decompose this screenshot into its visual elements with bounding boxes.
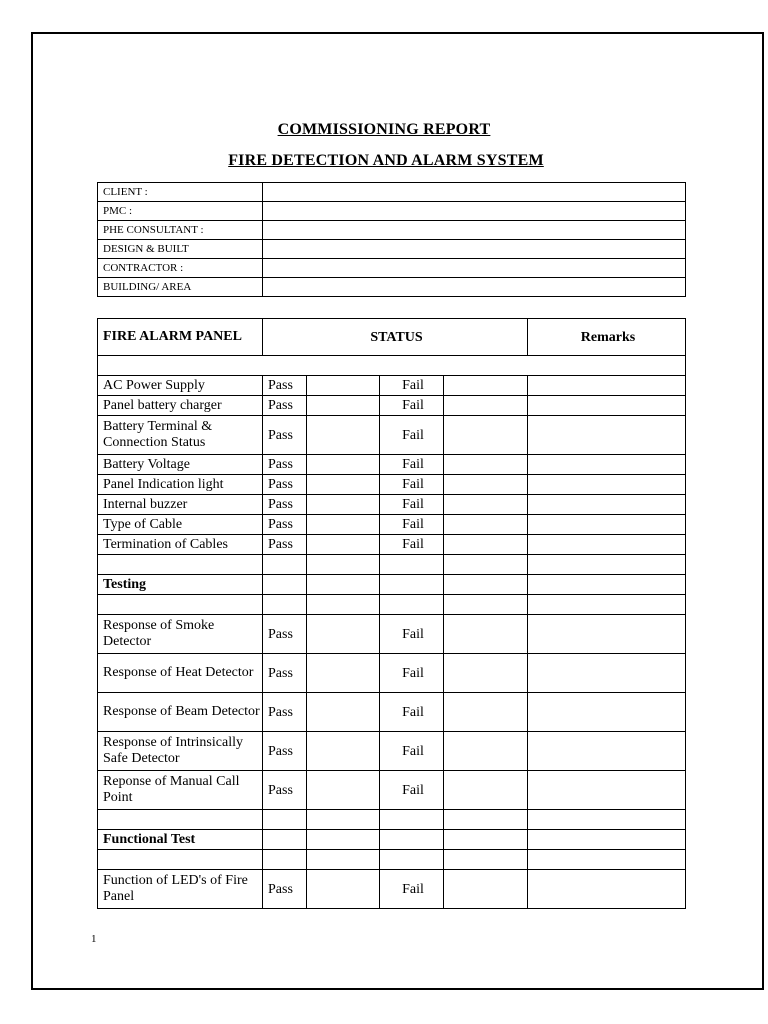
fail-label: Fail: [380, 495, 444, 515]
item-label: Internal buzzer: [98, 495, 263, 515]
pass-checkbox-cell[interactable]: [307, 475, 380, 495]
empty-row: [98, 810, 686, 830]
remarks-cell[interactable]: [528, 732, 686, 771]
item-label: Termination of Cables: [98, 535, 263, 555]
info-row-building-area: [98, 278, 686, 297]
pass-label: Pass: [263, 455, 307, 475]
pass-checkbox-cell[interactable]: [307, 396, 380, 416]
fail-checkbox-cell[interactable]: [444, 732, 528, 771]
fail-label: Fail: [380, 455, 444, 475]
pass-label: Pass: [263, 535, 307, 555]
fail-label: Fail: [380, 376, 444, 396]
info-label: PMC :: [98, 202, 263, 221]
pass-label: Pass: [263, 771, 307, 810]
info-value-cell[interactable]: [263, 183, 686, 202]
empty-row: [98, 555, 686, 575]
fail-checkbox-cell[interactable]: [444, 693, 528, 732]
info-row-pmc: [98, 202, 686, 221]
pass-label: Pass: [263, 495, 307, 515]
header-status: STATUS: [263, 319, 528, 356]
info-label: BUILDING/ AREA: [98, 278, 263, 297]
pass-checkbox-cell[interactable]: [307, 515, 380, 535]
fail-label: Fail: [380, 535, 444, 555]
remarks-cell[interactable]: [528, 771, 686, 810]
header-remarks: Remarks: [528, 319, 686, 356]
checklist-row: [98, 396, 686, 416]
section-row-functional-test: [98, 830, 686, 850]
item-label: Response of Beam Detector: [98, 693, 263, 732]
pass-label: Pass: [263, 475, 307, 495]
remarks-cell[interactable]: [528, 376, 686, 396]
page-number: 1: [91, 933, 97, 945]
fail-checkbox-cell[interactable]: [444, 475, 528, 495]
checklist-row: [98, 535, 686, 555]
info-value-cell[interactable]: [263, 202, 686, 221]
info-label: CLIENT :: [98, 183, 263, 202]
remarks-cell[interactable]: [528, 654, 686, 693]
checklist-row: [98, 475, 686, 495]
remarks-cell[interactable]: [528, 615, 686, 654]
pass-label: Pass: [263, 654, 307, 693]
checklist-row: [98, 515, 686, 535]
fail-checkbox-cell[interactable]: [444, 535, 528, 555]
pass-label: Pass: [263, 396, 307, 416]
checklist-row: [98, 654, 686, 693]
pass-checkbox-cell[interactable]: [307, 870, 380, 909]
item-label: Battery Voltage: [98, 455, 263, 475]
info-row-client: [98, 183, 686, 202]
pass-checkbox-cell[interactable]: [307, 693, 380, 732]
pass-label: Pass: [263, 732, 307, 771]
report-subtitle: FIRE DETECTION AND ALARM SYSTEM: [228, 152, 544, 169]
info-label: PHE CONSULTANT :: [98, 221, 263, 240]
fail-label: Fail: [380, 693, 444, 732]
item-label: Panel battery charger: [98, 396, 263, 416]
remarks-cell[interactable]: [528, 693, 686, 732]
checklist-row: [98, 771, 686, 810]
remarks-cell[interactable]: [528, 495, 686, 515]
fail-label: Fail: [380, 732, 444, 771]
fail-checkbox-cell[interactable]: [444, 771, 528, 810]
section-row-testing: [98, 575, 686, 595]
fail-checkbox-cell[interactable]: [444, 515, 528, 535]
pass-checkbox-cell[interactable]: [307, 535, 380, 555]
checklist-row: [98, 376, 686, 396]
fail-label: Fail: [380, 870, 444, 909]
checklist-table: [97, 318, 686, 909]
info-value-cell[interactable]: [263, 278, 686, 297]
remarks-cell[interactable]: [528, 475, 686, 495]
pass-label: Pass: [263, 870, 307, 909]
checklist-row: [98, 455, 686, 475]
item-label: Reponse of Manual Call Point: [98, 771, 263, 810]
item-label: Response of Heat Detector: [98, 654, 263, 693]
remarks-cell[interactable]: [528, 515, 686, 535]
spacer-row: [98, 356, 686, 376]
item-label: AC Power Supply: [98, 376, 263, 396]
info-label: CONTRACTOR :: [98, 259, 263, 278]
header-item: FIRE ALARM PANEL: [98, 319, 263, 356]
checklist-row: [98, 495, 686, 515]
fail-checkbox-cell[interactable]: [444, 495, 528, 515]
info-row-phe-consultant: [98, 221, 686, 240]
info-row-design-built: [98, 240, 686, 259]
checklist-row: [98, 615, 686, 654]
info-value-cell[interactable]: [263, 221, 686, 240]
fail-checkbox-cell[interactable]: [444, 376, 528, 396]
fail-checkbox-cell[interactable]: [444, 396, 528, 416]
fail-checkbox-cell[interactable]: [444, 870, 528, 909]
item-label: Function of LED's of Fire Panel: [98, 870, 263, 909]
fail-checkbox-cell[interactable]: [444, 416, 528, 455]
empty-row: [98, 595, 686, 615]
pass-checkbox-cell[interactable]: [307, 455, 380, 475]
fail-label: Fail: [380, 396, 444, 416]
fail-checkbox-cell[interactable]: [444, 654, 528, 693]
fail-label: Fail: [380, 654, 444, 693]
info-label: DESIGN & BUILT: [98, 240, 263, 259]
section-heading: Functional Test: [98, 830, 263, 850]
fail-label: Fail: [380, 475, 444, 495]
pass-checkbox-cell[interactable]: [307, 732, 380, 771]
checklist-header-row: [98, 319, 686, 356]
pass-label: Pass: [263, 693, 307, 732]
pass-checkbox-cell[interactable]: [307, 416, 380, 455]
remarks-cell[interactable]: [528, 455, 686, 475]
pass-label: Pass: [263, 416, 307, 455]
item-label: Panel Indication light: [98, 475, 263, 495]
project-info-table: [97, 182, 686, 297]
pass-label: Pass: [263, 615, 307, 654]
remarks-cell[interactable]: [528, 535, 686, 555]
pass-label: Pass: [263, 376, 307, 396]
fail-label: Fail: [380, 416, 444, 455]
fail-checkbox-cell[interactable]: [444, 615, 528, 654]
section-heading: Testing: [98, 575, 263, 595]
info-row-contractor: [98, 259, 686, 278]
remarks-cell[interactable]: [528, 870, 686, 909]
pass-checkbox-cell[interactable]: [307, 654, 380, 693]
empty-row: [98, 850, 686, 870]
checklist-row: [98, 732, 686, 771]
checklist-row: [98, 870, 686, 909]
item-label: Battery Terminal & Connection Status: [98, 416, 263, 455]
remarks-cell[interactable]: [528, 396, 686, 416]
fail-label: Fail: [380, 515, 444, 535]
remarks-cell[interactable]: [528, 416, 686, 455]
fail-label: Fail: [380, 771, 444, 810]
item-label: Type of Cable: [98, 515, 263, 535]
info-value-cell[interactable]: [263, 240, 686, 259]
info-value-cell[interactable]: [263, 259, 686, 278]
fail-label: Fail: [380, 615, 444, 654]
item-label: Response of Intrinsically Safe Detector: [98, 732, 263, 771]
pass-checkbox-cell[interactable]: [307, 615, 380, 654]
item-label: Response of Smoke Detector: [98, 615, 263, 654]
checklist-row: [98, 693, 686, 732]
pass-checkbox-cell[interactable]: [307, 495, 380, 515]
fail-checkbox-cell[interactable]: [444, 455, 528, 475]
checklist-row: [98, 416, 686, 455]
pass-label: Pass: [263, 515, 307, 535]
pass-checkbox-cell[interactable]: [307, 376, 380, 396]
pass-checkbox-cell[interactable]: [307, 771, 380, 810]
report-title: COMMISSIONING REPORT: [277, 121, 491, 138]
